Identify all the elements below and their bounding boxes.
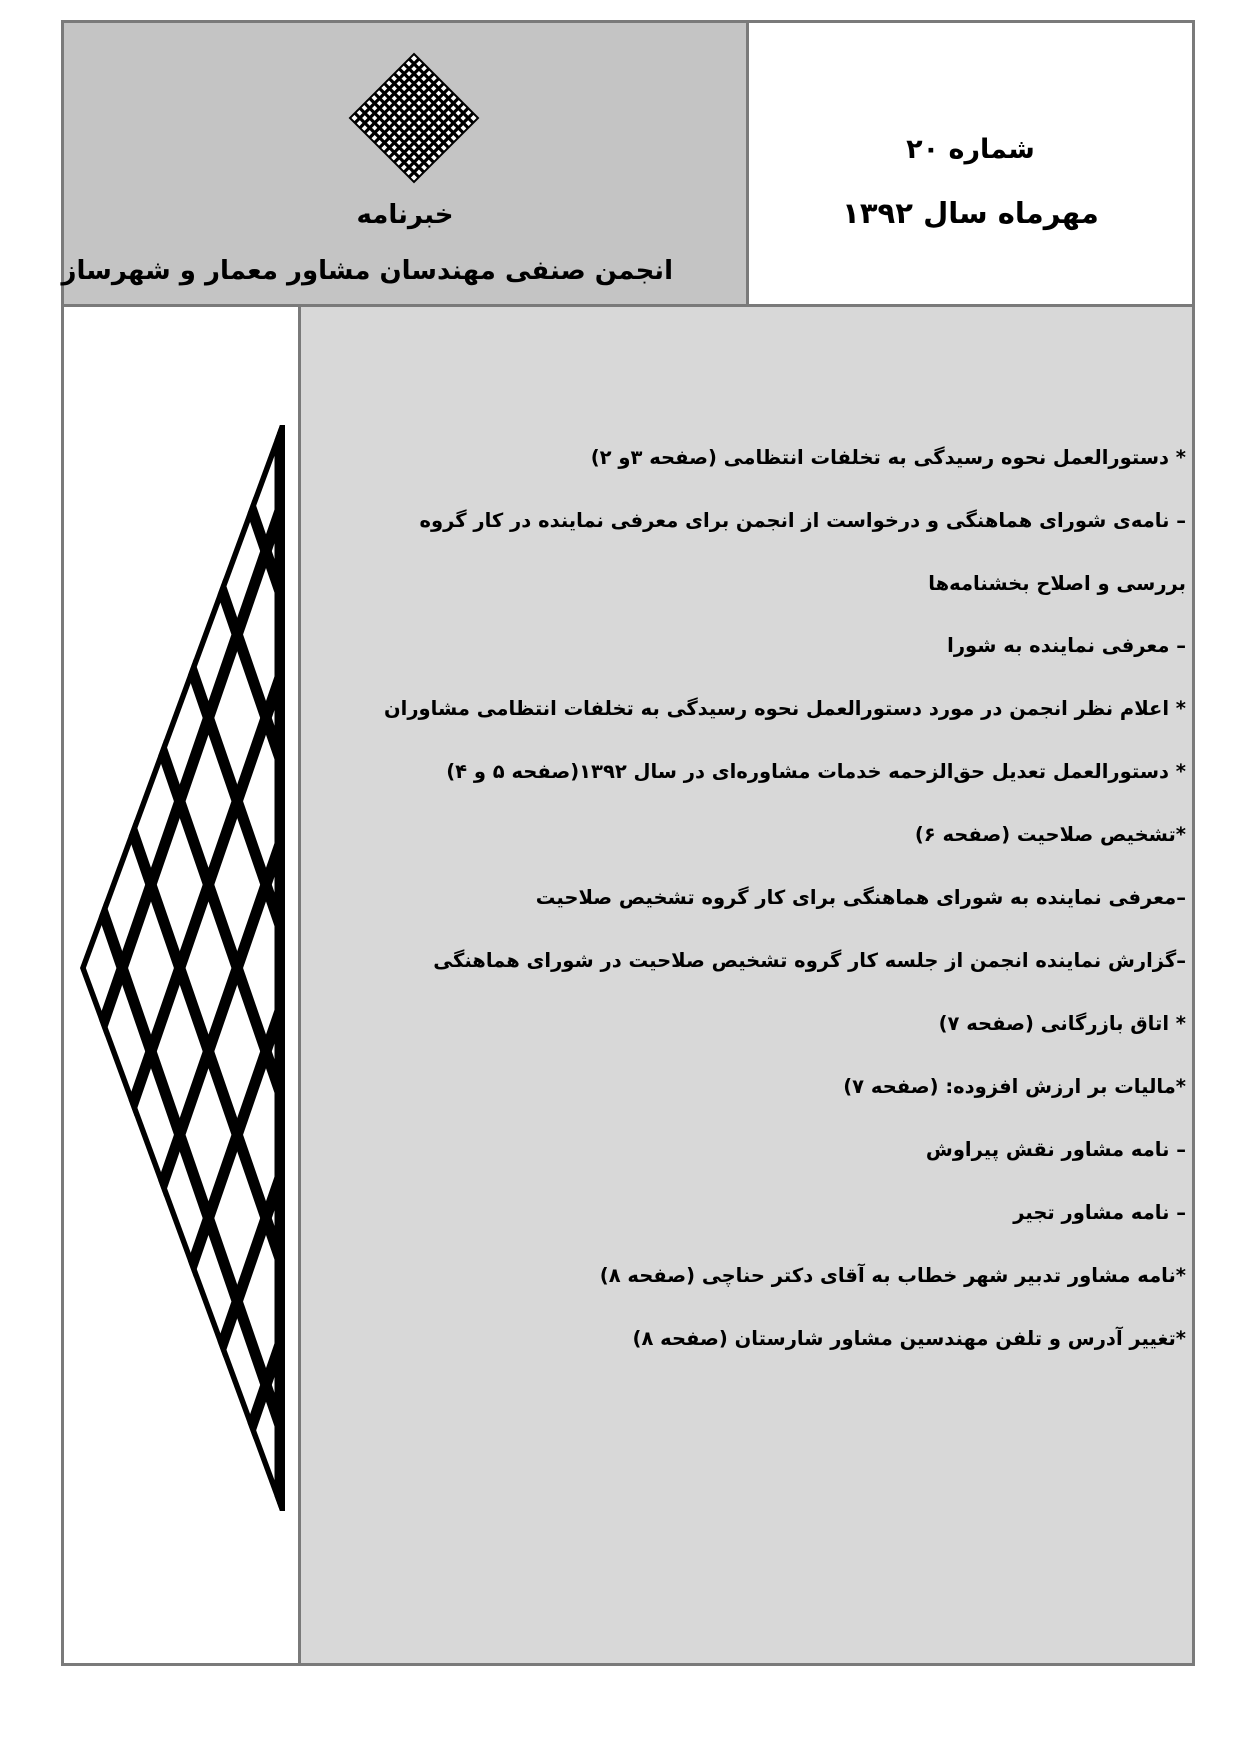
diamond-grid-logo-icon (348, 52, 480, 184)
lattice-line (131, 425, 290, 1511)
organization-name: انجمن صنفی مهندسان مشاور معمار و شهرساز (61, 256, 673, 286)
toc-item: – نامه‌ی شورای هماهنگی و درخواست از انجمن برای معرفی نماینده در کار گروه بررسی و اصلاح بخشنامه‌ها (419, 509, 1186, 595)
lattice-line (80, 425, 229, 1511)
toc-item: – معرفی نماینده به شورا (947, 634, 1186, 657)
lattice-edge (80, 968, 280, 1511)
toc-item: * اعلام نظر انجمن در مورد دستورالعمل نحوه رسیدگی به تخلفات انتظامی مشاوران (384, 697, 1186, 720)
toc-item: * دستورالعمل نحوه رسیدگی به تخلفات انتظامی (صفحه ۳و ۲) (590, 446, 1186, 469)
toc-item: –معرفی نماینده به شورای هماهنگی برای کار گروه تشخیص صلاحیت (535, 886, 1186, 909)
toc-item: * اتاق بازرگانی (صفحه ۷) (938, 1012, 1186, 1035)
toc-item: – نامه مشاور تجیر (1013, 1201, 1186, 1224)
toc-item: * دستورالعمل تعدیل حق‌الزحمه خدمات مشاوره‌ای در سال ۱۳۹۲(صفحه ۵ و ۴) (446, 760, 1186, 783)
issue-date: مهرماه سال ۱۳۹۲ (842, 196, 1099, 230)
toc-item: *مالیات بر ارزش افزوده: (صفحه ۷) (843, 1075, 1186, 1098)
toc-item: *نامه مشاور تدبیر شهر خطاب به آقای دکتر حناچی (صفحه ۸) (599, 1264, 1186, 1287)
lattice-edge (80, 425, 280, 968)
lattice-line (80, 425, 229, 1511)
newsletter-title: خبرنامه (356, 200, 454, 230)
toc-item: –گزارش نماینده انجمن از جلسه کار گروه تشخیص صلاحیت در شورای هماهنگی (433, 949, 1186, 972)
toc-item: *تغییر آدرس و تلفن مهندسین مشاور شارستان (صفحه ۸) (632, 1327, 1186, 1350)
lattice-triangle-icon (80, 425, 290, 1511)
issue-number: شماره ۲۰ (906, 134, 1035, 165)
toc-item: *تشخیص صلاحیت (صفحه ۶) (914, 823, 1186, 846)
toc-item: – نامه مشاور نقش پیراوش (925, 1138, 1186, 1161)
lattice-line (131, 425, 290, 1511)
